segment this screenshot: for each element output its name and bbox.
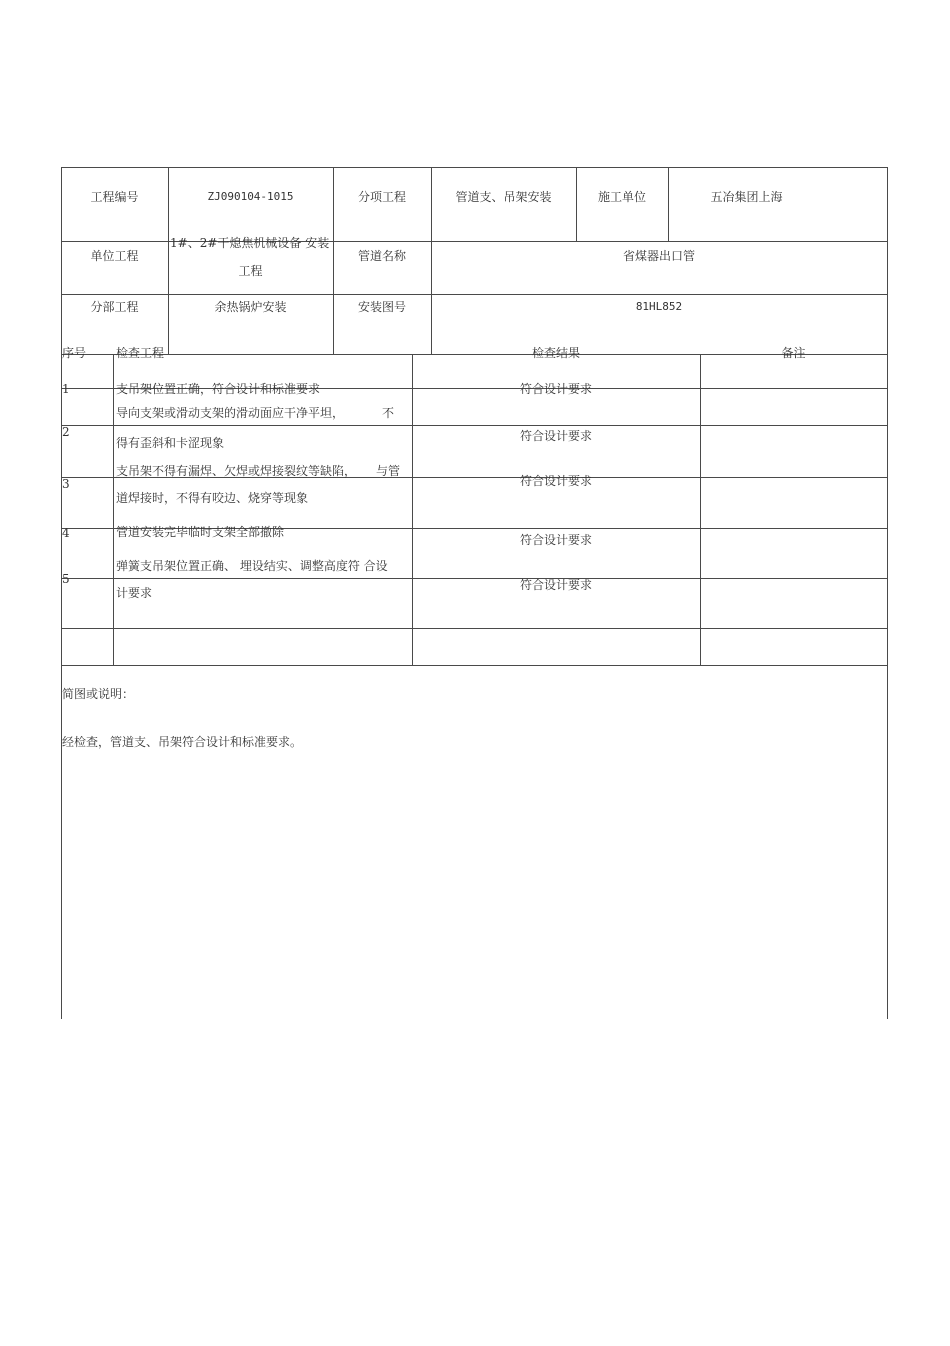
row-item-line1: 弹簧支吊架位置正确、 埋设结实、调整高度符 合设 (116, 559, 388, 573)
contractor-label: 施工单位 (597, 190, 646, 204)
pipe-name-value: 省煤器出口管 (622, 249, 695, 263)
row-item: 管道安装完毕临时支架全部撤除 (116, 525, 285, 539)
row-item-line1: 支吊架不得有漏焊、欠焊或焊接裂纹等缺陷， (116, 464, 357, 478)
unit-project-value-line2: 工程 (238, 264, 263, 278)
sub-item-label: 分项工程 (357, 190, 406, 204)
row-result: 符合设计要求 (519, 474, 592, 488)
row-item: 支吊架位置正确，符合设计和标准要求 (116, 382, 321, 396)
contractor-value: 五冶集团上海 (710, 190, 783, 204)
notes-text: 经检查，管道支、吊架符合设计和标准要求。 (62, 735, 303, 749)
row-seq: 2 (62, 425, 70, 439)
row-item-line2: 道焊接时，不得有咬边、烧穿等现象 (116, 491, 309, 505)
row-item-line2: 计要求 (116, 586, 153, 600)
col-item-header: 检查工程 (116, 346, 165, 360)
row-item-line1: 导向支架或滑动支架的滑动面应干净平坦， (116, 406, 345, 420)
drawing-no-value: 81HL852 (635, 300, 683, 313)
project-no-value: ZJ090104-1015 (207, 190, 294, 203)
row-result: 符合设计要求 (519, 382, 592, 396)
notes-label: 简图或说明： (62, 687, 135, 701)
pipe-name-label: 管道名称 (357, 249, 406, 263)
col-seq-header: 序号 (62, 346, 87, 360)
row-result: 符合设计要求 (519, 533, 592, 547)
row-seq: 1 (62, 382, 70, 396)
col-result-header: 检查结果 (531, 346, 580, 360)
col-note-header: 备注 (781, 346, 806, 360)
unit-project-label: 单位工程 (90, 249, 139, 263)
row-seq: 4 (62, 526, 70, 540)
row-result: 符合设计要求 (519, 429, 592, 443)
row-result: 符合设计要求 (519, 578, 592, 592)
project-no-label: 工程编号 (90, 190, 139, 204)
unit-project-value-line1: 1#、2#干熄焦机械设备 安装 (170, 236, 330, 250)
division-label: 分部工程 (90, 300, 139, 314)
drawing-no-label: 安装图号 (357, 300, 406, 314)
row-item-line2: 得有歪斜和卡涩现象 (116, 436, 225, 450)
row-item-line1-tail: 不 (382, 406, 395, 420)
sub-item-value: 管道支、吊架安装 (455, 190, 552, 204)
row-seq: 3 (62, 477, 70, 491)
division-value: 余热锅炉安装 (214, 300, 287, 314)
row-seq: 5 (62, 572, 70, 586)
row-item-line1-tail: 与管 (376, 464, 401, 478)
